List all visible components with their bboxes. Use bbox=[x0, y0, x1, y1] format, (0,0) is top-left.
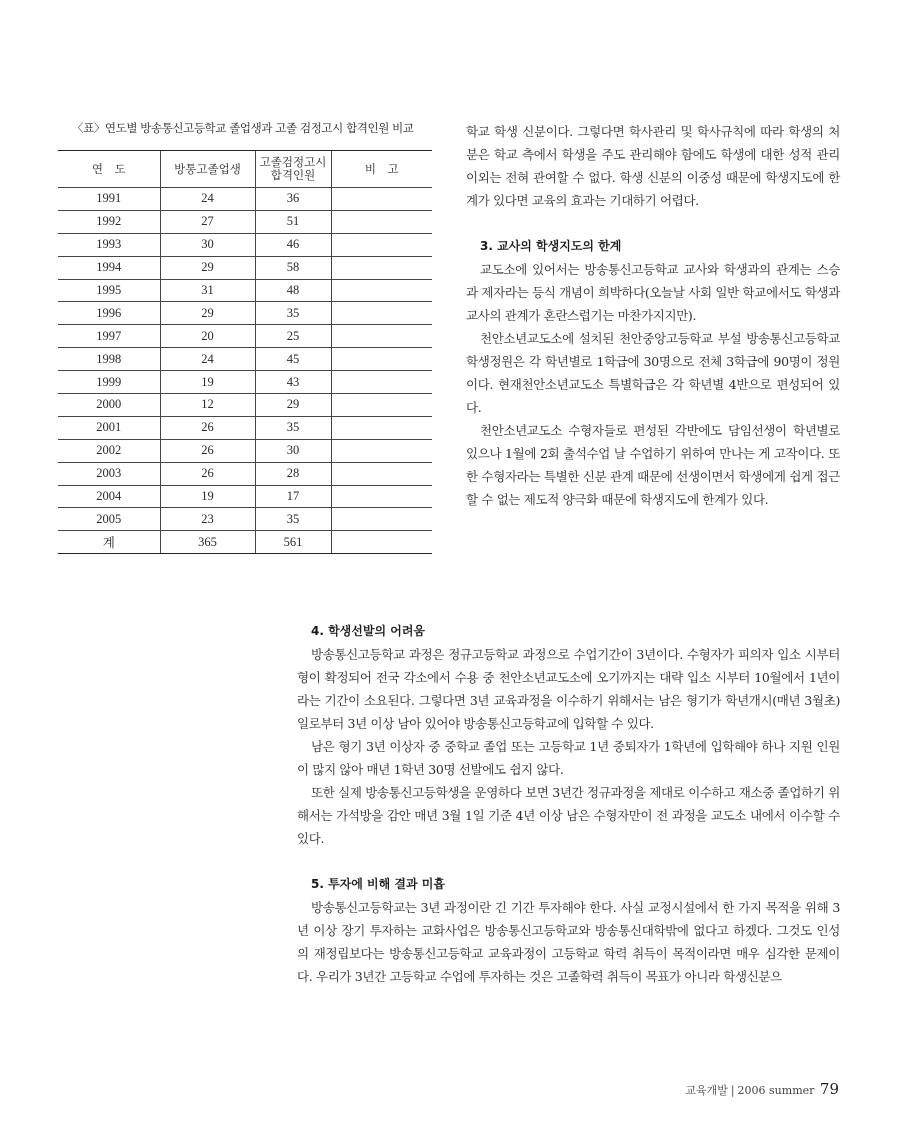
section-3-paragraph: 교도소에 있어서는 방송통신고등학교 교사와 학생과의 관계는 스승과 제자라는 등식 개념이 희박하다(오늘날 사회 일반 학교에서도 학생과 교사의 관계가 혼란스럽기는 마찬가지지만). bbox=[466, 262, 840, 323]
cell-remarks bbox=[331, 325, 432, 348]
cell-year: 2002 bbox=[58, 439, 160, 462]
table-row bbox=[58, 348, 432, 371]
magazine-name: 교육개발 bbox=[685, 1084, 728, 1097]
table-row bbox=[58, 256, 432, 279]
cell-exam-passers: 35 bbox=[255, 416, 331, 439]
cell-exam-passers: 36 bbox=[255, 188, 331, 211]
cell-exam-passers: 51 bbox=[255, 210, 331, 233]
table-row bbox=[58, 439, 432, 462]
cell-remarks bbox=[331, 416, 432, 439]
table-row bbox=[58, 279, 432, 302]
table-caption: 〈표〉연도별 방송통신고등학교 졸업생과 고졸 검정고시 합격인원 비교 bbox=[72, 121, 414, 135]
intro-paragraph: 학교 학생 신분이다. 그렇다면 학사관리 및 학사규칙에 따라 학생의 처분은 학교 측에서 학생을 주도 관리해야 함에도 학생에 대한 성적 관리 이외는 전혀 관여할 수 없다. 학생 신분의 이중성 때문에 학생지도에 한계가 있다면 교육의 효과는 기대하기 어렵다. bbox=[466, 124, 840, 208]
cell-exam-passers: 48 bbox=[255, 279, 331, 302]
cell-year: 1998 bbox=[58, 348, 160, 371]
cell-remarks bbox=[331, 302, 432, 325]
header-remarks: 비 고 bbox=[331, 151, 432, 188]
cell-year: 1991 bbox=[58, 188, 160, 211]
section-4-paragraph: 또한 실제 방송통신고등학생을 운영하다 보면 3년간 정규과정을 제대로 이수하고 재소중 졸업하기 위해서는 가석방을 감안 매년 3월 1일 기준 4년 이상 남은 수형자만이 전 과정을 교도소 내에서 이수할 수 있다. bbox=[297, 785, 840, 846]
section-3-paragraph: 천안소년교도소 수형자들로 편성된 각반에도 담임선생이 학년별로 있으나 1월에 2회 출석수업 날 수업하기 위하여 만나는 게 고작이다. 또한 수형자라는 특별한 신분 관계 때문에 선생이면서 학생에게 쉽게 접근할 수 없는 제도적 양극화 때문에 학생지도에 한계가 있다. bbox=[466, 423, 840, 507]
cell-remarks bbox=[331, 279, 432, 302]
section-4-heading: 4. 학생선발의 어려움 bbox=[311, 624, 426, 638]
comparison-table bbox=[58, 150, 432, 554]
table-row bbox=[58, 485, 432, 508]
cell-exam-passers: 43 bbox=[255, 371, 331, 394]
cell-year: 1997 bbox=[58, 325, 160, 348]
cell-remarks bbox=[331, 394, 432, 417]
cell-graduates: 29 bbox=[160, 302, 255, 325]
total-label: 계 bbox=[58, 531, 160, 554]
cell-graduates: 19 bbox=[160, 371, 255, 394]
comparison-table-block bbox=[58, 120, 432, 554]
cell-year: 1996 bbox=[58, 302, 160, 325]
cell-remarks bbox=[331, 439, 432, 462]
section-3-paragraph: 천안소년교도소에 설치된 천안중앙고등학교 부설 방송통신고등학교 학생정원은 각 학년별로 1학급에 30명으로 전체 3학급에 90명이 정원이다. 현재천안소년교도소 특별학급은 각 학년별 4반으로 편성되어 있다. bbox=[466, 331, 840, 415]
table-row bbox=[58, 394, 432, 417]
cell-year: 2001 bbox=[58, 416, 160, 439]
table-header-row bbox=[58, 151, 432, 188]
cell-graduates: 30 bbox=[160, 233, 255, 256]
cell-remarks bbox=[331, 485, 432, 508]
cell-year: 1993 bbox=[58, 233, 160, 256]
cell-year: 1992 bbox=[58, 210, 160, 233]
cell-remarks bbox=[331, 531, 432, 554]
cell-remarks bbox=[331, 348, 432, 371]
cell-year: 1995 bbox=[58, 279, 160, 302]
header-graduates: 방통고졸업생 bbox=[160, 151, 255, 188]
cell-graduates: 31 bbox=[160, 279, 255, 302]
cell-graduates: 29 bbox=[160, 256, 255, 279]
table-row bbox=[58, 325, 432, 348]
cell-remarks bbox=[331, 508, 432, 531]
page-footer bbox=[685, 1080, 839, 1098]
cell-exam-passers: 17 bbox=[255, 485, 331, 508]
table-row bbox=[58, 233, 432, 256]
table-row bbox=[58, 371, 432, 394]
cell-graduates: 19 bbox=[160, 485, 255, 508]
cell-remarks bbox=[331, 256, 432, 279]
table-row bbox=[58, 416, 432, 439]
cell-graduates: 365 bbox=[160, 531, 255, 554]
issue-label: 2006 summer bbox=[737, 1084, 815, 1097]
cell-exam-passers: 35 bbox=[255, 302, 331, 325]
footer-separator: | bbox=[730, 1084, 735, 1097]
cell-graduates: 24 bbox=[160, 348, 255, 371]
cell-year: 2004 bbox=[58, 485, 160, 508]
section-5-heading: 5. 투자에 비해 결과 미흡 bbox=[311, 877, 445, 891]
cell-exam-passers: 25 bbox=[255, 325, 331, 348]
table-row bbox=[58, 462, 432, 485]
cell-remarks bbox=[331, 371, 432, 394]
right-column bbox=[466, 120, 840, 511]
cell-year: 2005 bbox=[58, 508, 160, 531]
section-5-paragraph: 방송통신고등학교는 3년 과정이란 긴 기간 투자해야 한다. 사실 교정시설에서 한 가지 목적을 위해 3년 이상 장기 투자하는 교화사업은 방송통신고등학교와 방송통신대학밖에 없다고 하겠다. 그것도 인성의 재정립보다는 방송통신고등학교 교육과정이 고등학교 학력 취득이 목적이라면 매우 심각한 문제이다. 우리가 3년간 고등학교 수업에 투자하는 것은 고졸학력 취득이 목표가 아니라 학생신분으 bbox=[297, 900, 840, 984]
table-row bbox=[58, 210, 432, 233]
cell-year: 1994 bbox=[58, 256, 160, 279]
cell-exam-passers: 29 bbox=[255, 394, 331, 417]
section-4-paragraph: 남은 형기 3년 이상자 중 중학교 졸업 또는 고등학교 1년 중퇴자가 1학년에 입학해야 하나 지원 인원이 많지 않아 매년 1학년 30명 선발에도 쉽지 않다. bbox=[297, 739, 840, 777]
header-year: 연 도 bbox=[58, 151, 160, 188]
section-4-paragraph: 방송통신고등학교 과정은 정규고등학교 과정으로 수업기간이 3년이다. 수형자가 피의자 입소 시부터 형이 확정되어 전국 각소에서 수용 중 천안소년교도소에 오기까지는 대략 입소 시부터 10월에서 1년이라는 기간이 소요된다. 그렇다면 3년 교육과정을 이수하기 위해서는 남은 형기가 학년개시(매년 3월초)일로부터 3년 이상 남아 있어야 방송통신고등학교에 입학할 수 있다. bbox=[297, 647, 840, 731]
cell-graduates: 24 bbox=[160, 188, 255, 211]
cell-graduates: 23 bbox=[160, 508, 255, 531]
table-total-row bbox=[58, 531, 432, 554]
cell-exam-passers: 46 bbox=[255, 233, 331, 256]
section-3-heading: 3. 교사의 학생지도의 한계 bbox=[480, 239, 622, 253]
cell-exam-passers: 35 bbox=[255, 508, 331, 531]
cell-graduates: 12 bbox=[160, 394, 255, 417]
cell-remarks bbox=[331, 462, 432, 485]
cell-year: 2003 bbox=[58, 462, 160, 485]
cell-graduates: 26 bbox=[160, 416, 255, 439]
cell-year: 1999 bbox=[58, 371, 160, 394]
table-row bbox=[58, 508, 432, 531]
cell-year: 2000 bbox=[58, 394, 160, 417]
page-number: 79 bbox=[819, 1080, 839, 1098]
cell-remarks bbox=[331, 188, 432, 211]
cell-remarks bbox=[331, 233, 432, 256]
header-exam-passers: 고졸검정고시 합격인원 bbox=[255, 151, 331, 188]
table-row bbox=[58, 302, 432, 325]
cell-graduates: 27 bbox=[160, 210, 255, 233]
cell-graduates: 26 bbox=[160, 439, 255, 462]
cell-remarks bbox=[331, 210, 432, 233]
cell-exam-passers: 58 bbox=[255, 256, 331, 279]
cell-exam-passers: 28 bbox=[255, 462, 331, 485]
cell-exam-passers: 45 bbox=[255, 348, 331, 371]
cell-graduates: 26 bbox=[160, 462, 255, 485]
cell-exam-passers: 30 bbox=[255, 439, 331, 462]
cell-exam-passers: 561 bbox=[255, 531, 331, 554]
cell-graduates: 20 bbox=[160, 325, 255, 348]
bottom-column bbox=[297, 620, 840, 988]
table-row bbox=[58, 188, 432, 211]
